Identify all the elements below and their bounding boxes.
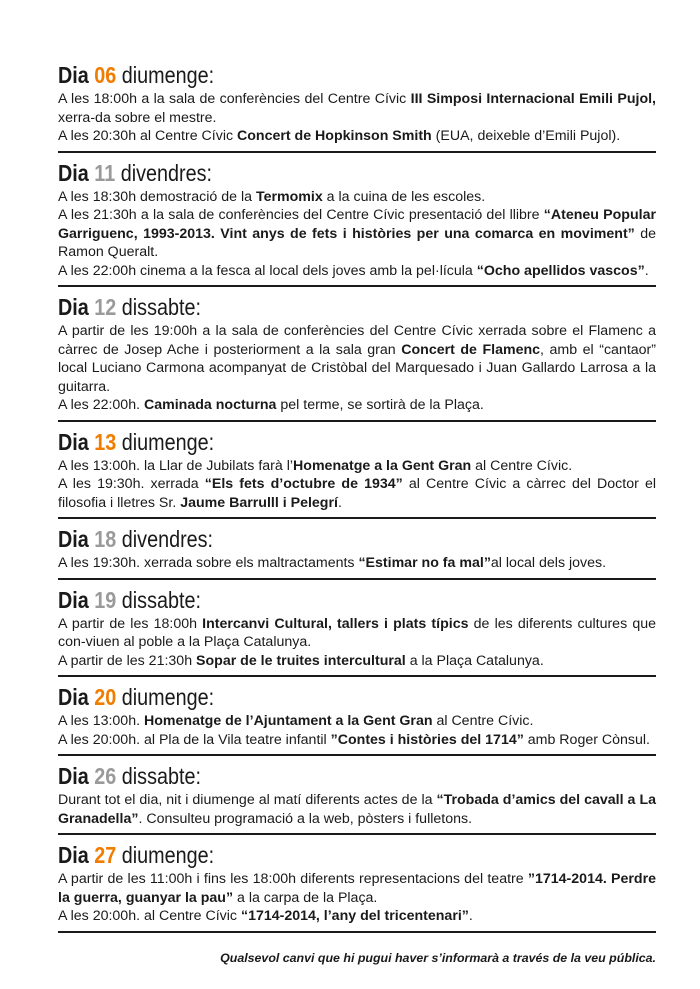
day-label: Dia [58,428,89,455]
day-label: Dia [58,159,89,186]
event-text: A partir de les 19:00h a la sala de conferències del Centre Cívic xerrada sobre el Flamenc a càrrec de Josep Ache i posteriorment a la sala gran [58,323,656,358]
day-number: 19 [94,586,117,613]
day-events [58,870,656,926]
event-line [58,907,656,926]
event-highlight: Intercanvi Cultural, tallers i plats típics [202,615,469,632]
day-events [58,188,656,281]
event-text: A les 20:00h. al Centre Cívic [58,908,241,924]
events-program [58,62,656,940]
day-heading [58,294,572,320]
event-highlight: ”Contes i històries del 1714” [330,731,524,748]
weekday: divendres: [121,526,214,552]
day-section [58,842,656,933]
event-highlight: “Els fets d’octubre de 1934” [204,476,403,492]
event-text: A les 18:30h demostració de la [58,188,256,205]
weekday: diumenge: [121,684,215,710]
weekday: dissabte: [121,586,201,613]
event-text: A les 22:00h. [58,397,144,413]
day-number: 06 [94,62,117,88]
event-text: xerra-da sobre el mestre. [58,109,217,126]
event-text: A les 19:30h. xerrada sobre els maltractaments [58,555,359,571]
event-line [58,188,656,207]
day-label: Dia [58,842,89,868]
event-highlight: Homenatge a la Gent Gran [293,457,472,474]
event-text: A partir de les 21:30h [58,652,197,669]
event-text: A les 13:00h. [58,713,144,729]
day-heading [58,763,572,789]
event-highlight: “1714-2014, l’any del tricentenari” [240,908,469,924]
event-highlight: ”1714-2014. Perdre la guerra, guanyar la pau” [58,871,656,906]
event-line [58,90,656,127]
event-text: Durant tot el dia, nit i diumenge al matí diferents actes de la [58,792,437,808]
event-text: al local dels joves. [490,555,607,571]
event-text: de les diferents cultures que con-viuen al poble a la Plaça Catalunya. [58,615,657,650]
event-text: A les 22:00h cinema a la fesca al local dels joves amb la pel·lícula [58,262,477,279]
event-highlight: “Trobada d’amics del cavall a La Granadella” [58,792,656,827]
day-number: 18 [94,526,117,552]
event-line [58,322,656,396]
day-heading [58,587,572,613]
event-text: A les 20:00h. al Pla de la Vila teatre infantil [58,731,331,748]
event-text: . Consulteu programació a la web, pòsters i fulletons. [138,810,473,827]
event-line [58,127,656,146]
day-section [58,684,656,756]
day-label: Dia [58,62,89,88]
day-number: 20 [94,684,117,710]
weekday: divendres: [120,159,212,186]
event-line [58,870,656,907]
event-text: A les 21:30h a la sala de conferències del Centre Cívic presentació del llibre [58,207,544,223]
event-highlight: “Ateneu Popular Garriguenc, 1993-2013. Vint anys de fets i històries per una comarca en moviment” [58,207,656,242]
day-section [58,160,656,288]
day-label: Dia [58,763,89,789]
event-text: A les 20:30h al Centre Cívic [58,128,238,144]
event-line [58,615,656,652]
event-line [58,262,656,281]
event-highlight: Concert de Flamenc [401,341,541,358]
day-section [58,587,656,678]
event-line [58,206,656,262]
weekday: dissabte: [121,294,201,320]
day-events [58,457,656,513]
day-section [58,763,656,835]
event-text: , amb el “cantaor” local Luciano Carmona acompanyat de Cristòbal del Marquesado i Juan Gallardo Larrosa a la guitarra. [58,341,656,395]
event-text: . [644,262,649,279]
day-heading [58,526,572,552]
day-heading [58,429,572,455]
day-events [58,322,656,415]
weekday: diumenge: [121,428,215,455]
event-text: al Centre Cívic. [432,713,534,729]
day-number: 11 [94,159,116,186]
event-text: al Centre Cívic. [471,457,573,474]
day-section [58,429,656,520]
event-highlight: Concert de Hopkinson Smith [237,128,432,144]
event-highlight: III Simposi Internacional Emili Pujol, [410,91,656,107]
event-line [58,791,656,828]
event-highlight: Caminada nocturna [143,397,277,413]
event-text: amb Roger Cònsul. [523,731,650,748]
event-text: (EUA, deixeble d’Emili Pujol). [431,128,621,144]
event-text: a la Plaça Catalunya. [405,652,544,669]
event-line [58,554,656,573]
event-text: A les 18:00h a la sala de conferències del Centre Cívic [58,91,411,107]
day-label: Dia [58,526,89,552]
event-text: a la carpa de la Plaça. [233,889,378,906]
day-heading [58,62,572,88]
day-number: 27 [94,842,117,868]
event-highlight: Termomix [255,188,323,205]
weekday: diumenge: [121,62,215,88]
event-line [58,475,656,512]
event-text: A les 13:00h. la Llar de Jubilats farà l’ [58,457,294,474]
event-line [58,457,656,476]
event-highlight: Homenatge de l’Ajuntament a la Gent Gran [143,713,433,729]
day-label: Dia [58,684,89,710]
day-section [58,526,656,580]
event-text: al Centre Cívic a càrrec del Doctor el filosofia i lletres Sr. [58,476,656,511]
event-text: . [468,908,473,924]
day-number: 13 [94,428,117,455]
day-label: Dia [58,586,89,613]
day-heading [58,160,572,186]
event-line [58,731,656,750]
weekday: diumenge: [121,842,215,868]
day-number: 26 [94,763,117,789]
event-highlight: Sopar de le truites intercultural [196,652,406,669]
day-events [58,615,656,671]
event-line [58,396,656,415]
day-events [58,712,656,749]
event-text: de Ramon Queralt. [58,225,656,260]
event-text: A partir de les 11:00h i fins les 18:00h diferents representacions del teatre [58,871,528,887]
event-text: A partir de les 18:00h [58,615,203,632]
day-heading [58,684,572,710]
event-line [58,652,656,671]
day-section [58,294,656,422]
event-text: . [337,494,342,511]
day-heading [58,842,572,868]
event-text: A les 19:30h. xerrada [58,476,205,492]
day-events [58,554,656,573]
day-events [58,90,656,146]
event-highlight: “Ocho apellidos vascos” [476,262,645,279]
event-line [58,712,656,731]
footnote: Qualsevol canvi que hi pugui haver s’informarà a través de la veu pública. [220,951,656,965]
event-highlight: Jaume Barrulll i Pelegrí [180,494,338,511]
day-events [58,791,656,828]
event-highlight: “Estimar no fa mal” [358,555,491,571]
day-section [58,62,656,153]
weekday: dissabte: [121,763,201,789]
day-label: Dia [58,294,89,320]
event-text: pel terme, se sortirà de la Plaça. [276,397,484,413]
day-number: 12 [94,294,117,320]
event-text: a la cuina de les escoles. [322,188,486,205]
